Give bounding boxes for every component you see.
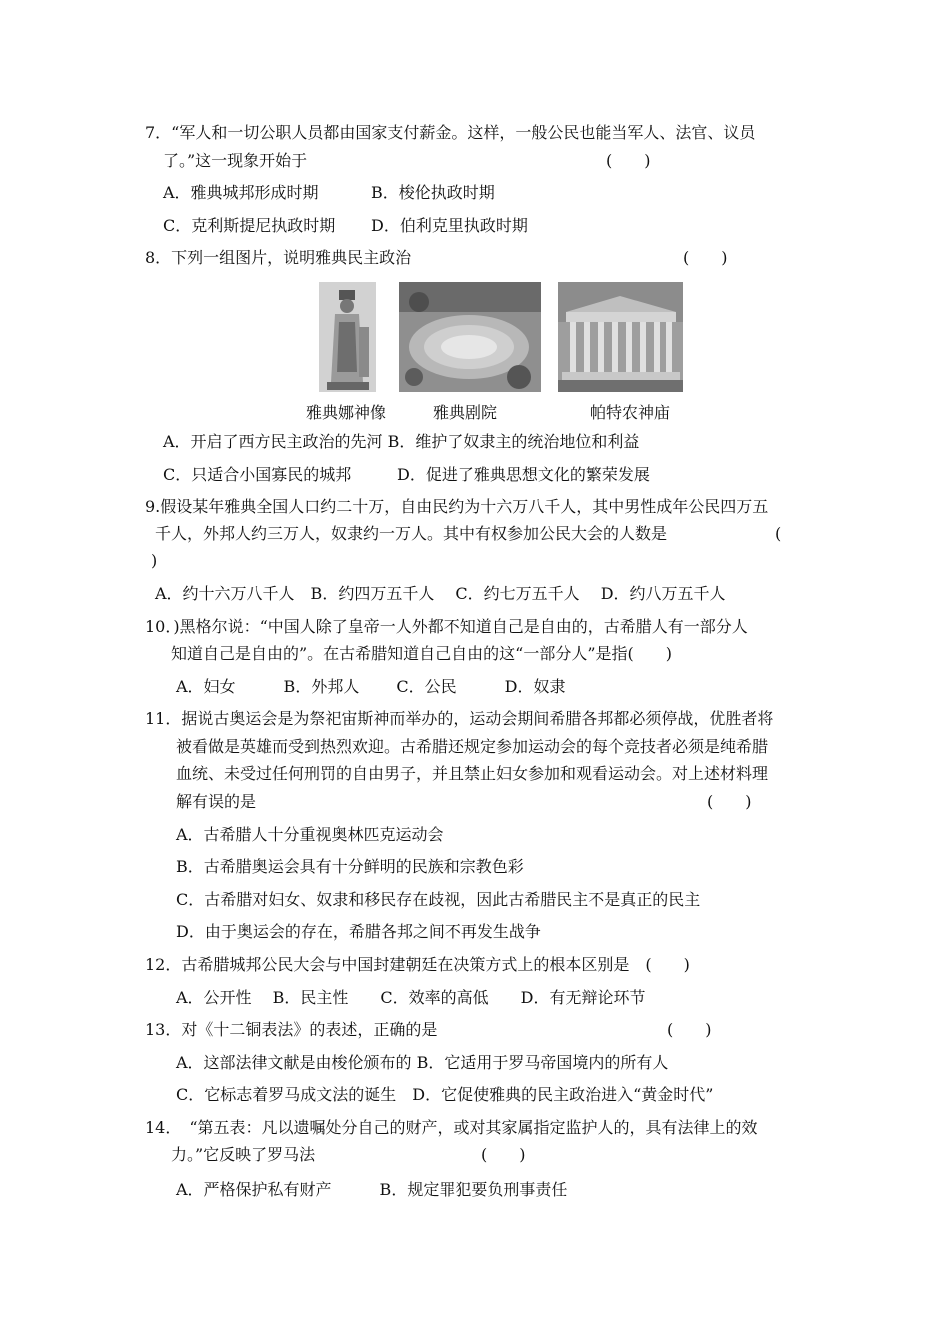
caption-parthenon: 帕特农神庙 (590, 403, 671, 422)
athens-theatre-image (399, 282, 541, 392)
q13-options-cd: C．它标志着罗马成文法的诞生 D．它促使雅典的民主政治进入“黄金时代” (176, 1085, 714, 1104)
q11-stem-line2: 被看做是英雄而受到热烈欢迎。古希腊还规定参加运动会的每个竞技者必须是纯希腊 (176, 737, 769, 756)
q8-option-d: D．促进了雅典思想文化的繁荣发展 (397, 465, 650, 484)
q11-stem-line3: 血统、未受过任何刑罚的自由男子，并且禁止妇女参加和观看运动会。对上述材料理 (176, 764, 769, 783)
q8-answer-paren: ( ) (683, 248, 728, 267)
q14-stem-line2: 力。”它反映了罗马法 (171, 1145, 316, 1164)
q7-option-d: D．伯利克里执政时期 (371, 216, 528, 235)
q12-options: A．公开性 B．民主性 C．效率的高低 D．有无辩论环节 (176, 988, 646, 1007)
parthenon-image (558, 282, 683, 392)
q10-stem-line1: 10．)黑格尔说：“中国人除了皇帝一人外都不知道自己是自由的，古希腊人有一部分人 (145, 617, 748, 636)
q9-stem-line2: 千人，外邦人约三万人，奴隶约一万人。其中有权参加公民大会的人数是 (155, 524, 668, 543)
q13-answer-paren: ( ) (667, 1020, 712, 1039)
q14-stem-line1: 14． “第五表：凡以遗嘱处分自己的财产，或对其家属指定监护人的，具有法律上的效 (145, 1118, 758, 1137)
q7-option-b: B．梭伦执政时期 (371, 183, 495, 202)
caption-athena-statue: 雅典娜神像 (306, 403, 387, 422)
q11-option-d: D．由于奥运会的存在，希腊各邦之间不再发生战争 (176, 922, 541, 941)
q13-options-ab: A．这部法律文献是由梭伦颁布的 B．它适用于罗马帝国境内的所有人 (176, 1053, 669, 1072)
q11-stem-line1: 11．据说古奥运会是为祭祀宙斯神而举办的，运动会期间希腊各邦都必须停战，优胜者将 (145, 709, 774, 728)
q8-stem: 8．下列一组图片，说明雅典民主政治 (145, 248, 412, 267)
q8-options-ab: A．开启了西方民主政治的先河 B．维护了奴隶主的统治地位和利益 (163, 432, 640, 451)
q8-picture-group (319, 282, 689, 394)
q9-answer-paren-close: ) (151, 551, 158, 570)
q8-option-c: C．只适合小国寡民的城邦 (163, 465, 352, 484)
q14-options-ab: A．严格保护私有财产 B．规定罪犯要负刑事责任 (176, 1180, 568, 1199)
q11-stem-line4: 解有误的是 (176, 792, 257, 811)
q13-stem: 13．对《十二铜表法》的表述，正确的是 (145, 1020, 438, 1039)
q11-answer-paren: ( ) (707, 792, 752, 811)
q9-answer-paren-open: ( (775, 524, 782, 543)
q7-option-a: A．雅典城邦形成时期 (163, 183, 319, 202)
q7-stem-line1: 7．“军人和一切公职人员都由国家支付薪金。这样，一般公民也能当军人、法官、议员 (145, 123, 756, 142)
q7-option-c: C．克利斯提尼执政时期 (163, 216, 336, 235)
q9-options: A．约十六万八千人 B．约四万五千人 C．约七万五千人 D．约八万五千人 (155, 584, 726, 603)
caption-athens-theatre: 雅典剧院 (433, 403, 498, 422)
q11-option-c: C．古希腊对妇女、奴隶和移民存在歧视，因此古希腊民主不是真正的民主 (176, 890, 701, 909)
q10-stem-line2: 知道自己是自由的”。在古希腊知道自己自由的这“一部分人”是指( ) (171, 644, 673, 663)
athena-statue-image (319, 282, 376, 392)
q10-options: A．妇女 B．外邦人 C．公民 D．奴隶 (176, 677, 566, 696)
q7-stem-line2: 了。”这一现象开始于 (163, 151, 308, 170)
q11-option-b: B．古希腊奥运会具有十分鲜明的民族和宗教色彩 (176, 857, 524, 876)
q9-stem-line1: 9.假设某年雅典全国人口约二十万，自由民约为十六万八千人，其中男性成年公民四万五 (145, 497, 769, 516)
q11-option-a: A．古希腊人十分重视奥林匹克运动会 (176, 825, 444, 844)
q14-answer-paren: ( ) (481, 1145, 526, 1164)
q7-answer-paren: ( ) (606, 151, 651, 170)
q12-stem: 12．古希腊城邦公民大会与中国封建朝廷在决策方式上的根本区别是 ( ) (145, 955, 690, 974)
